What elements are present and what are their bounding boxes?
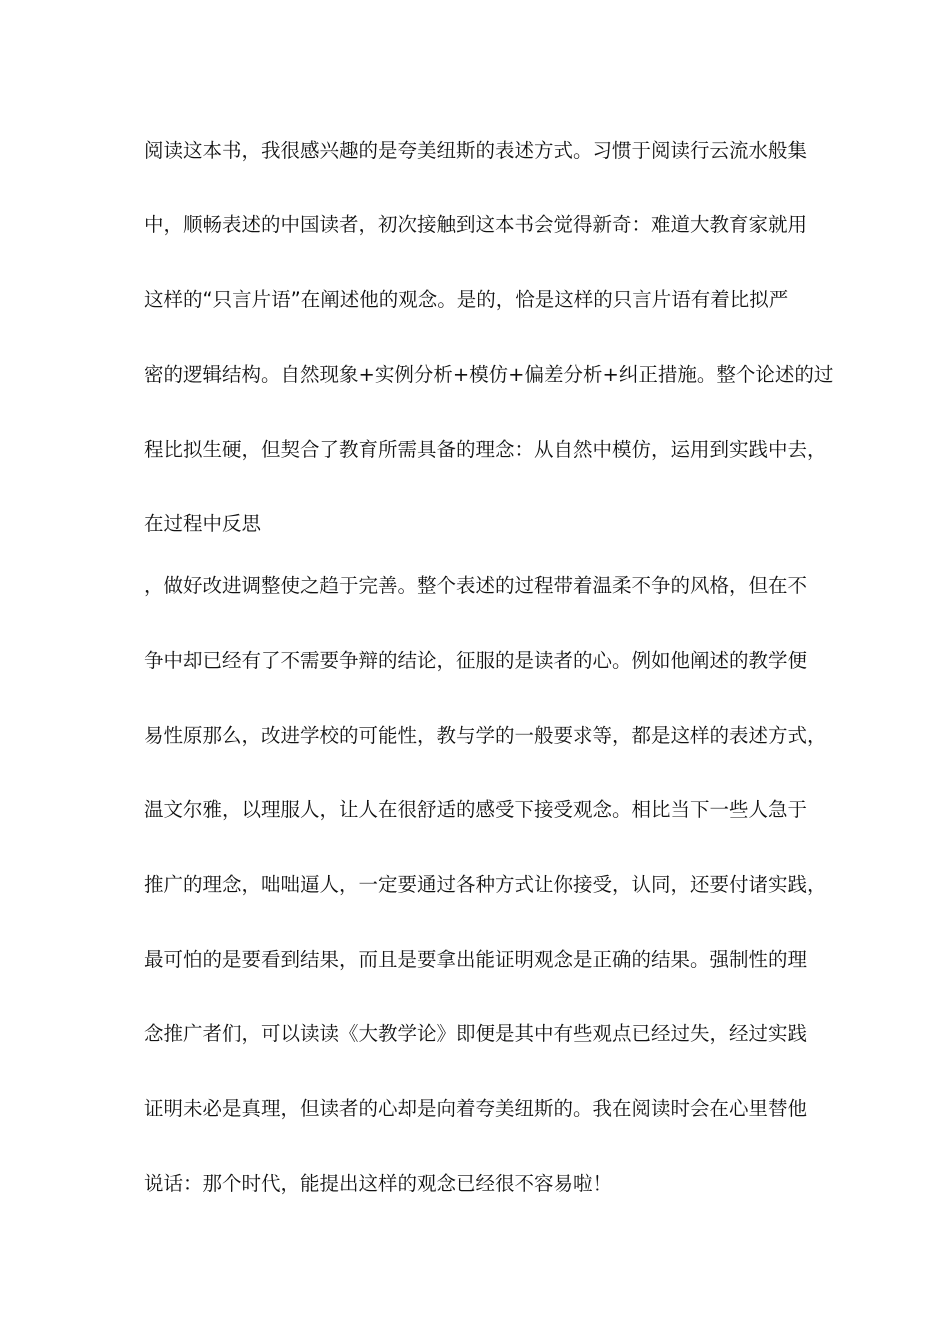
text-line: 温文尔雅，以理服人，让人在很舒适的感受下接受观念。相比当下一些人急于 [144,798,808,821]
text-line: 密的逻辑结构。自然现象+实例分析+模仿+偏差分析+纠正措施。整个论述的过 [144,363,834,386]
text-line: 中，顺畅表述的中国读者，初次接触到这本书会觉得新奇：难道大教育家就用 [144,213,808,236]
text-line: 在过程中反思 [144,512,262,535]
text-line: ，做好改进调整使之趋于完善。整个表述的过程带着温柔不争的风格，但在不 [144,574,808,597]
text-line: 这样的“只言片语”在阐述他的观念。是的，恰是这样的只言片语有着比拟严 [144,288,789,311]
text-line: 最可怕的是要看到结果，而且是要拿出能证明观念是正确的结果。强制性的理 [144,948,808,971]
text-line: 念推广者们，可以读读《大教学论》即便是其中有些观点已经过失，经过实践 [144,1022,808,1045]
text-line: 说话：那个时代，能提出这样的观念已经很不容易啦！ [144,1172,613,1195]
text-line: 阅读这本书，我很感兴趣的是夸美纽斯的表述方式。习惯于阅读行云流水般集 [144,139,808,162]
text-line: 争中却已经有了不需要争辩的结论，征服的是读者的心。例如他阐述的教学便 [144,649,808,672]
text-line: 易性原那么，改进学校的可能性，教与学的一般要求等，都是这样的表述方式， [144,724,827,747]
text-line: 证明未必是真理，但读者的心却是向着夸美纽斯的。我在阅读时会在心里替他 [144,1097,808,1120]
text-line: 程比拟生硬，但契合了教育所需具备的理念：从自然中模仿，运用到实践中去， [144,438,827,461]
text-line: 推广的理念，咄咄逼人，一定要通过各种方式让你接受，认同，还要付诸实践， [144,873,827,896]
